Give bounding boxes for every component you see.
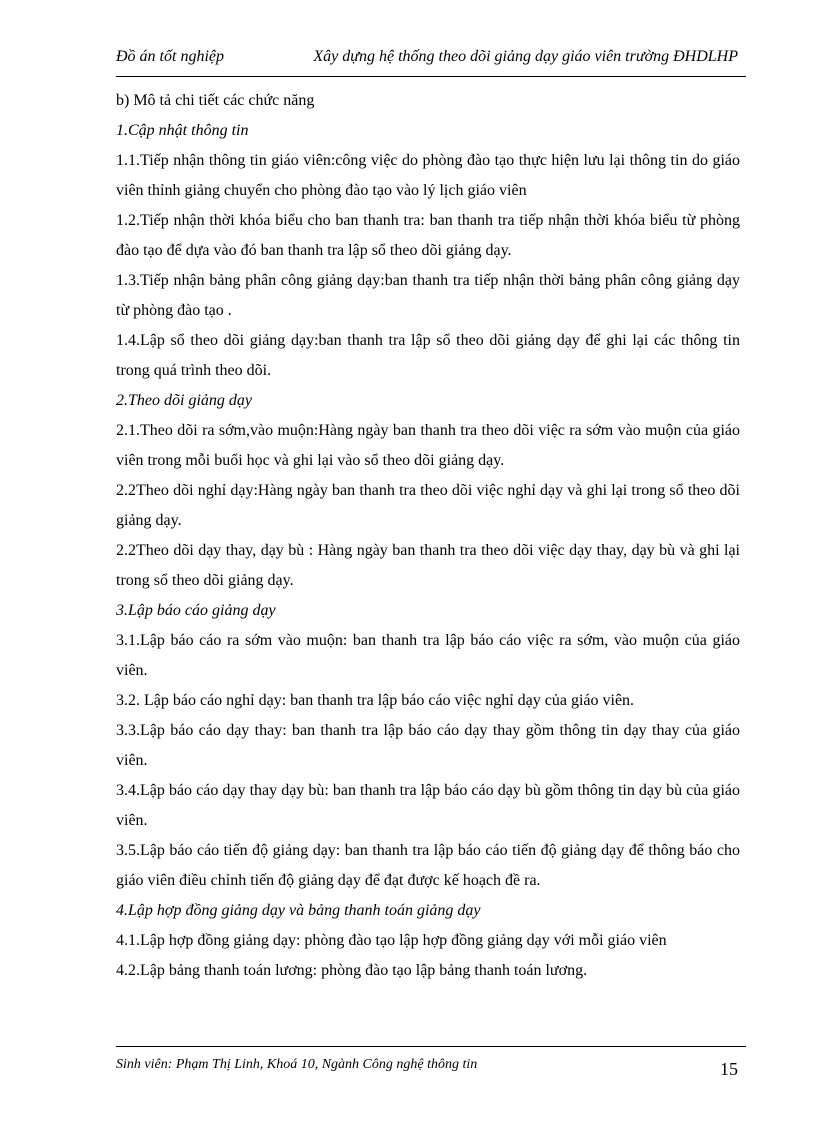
paragraph: 1.2.Tiếp nhận thời khóa biểu cho ban thanh tra: ban thanh tra tiếp nhận thời khóa biểu từ phòng đào tạo để dựa vào đó ban thanh tra lập sổ theo dõi giảng dạy. [116,212,740,259]
section-heading: 1.Cập nhật thông tin [116,122,249,139]
section-heading: 4.Lập hợp đồng giảng dạy và bảng thanh toán giảng dạy [116,902,481,919]
paragraph: 1.3.Tiếp nhận bảng phân công giảng dạy:ban thanh tra tiếp nhận thời bảng phân công giảng dạy từ phòng đào tạo . [116,272,740,319]
paragraph: 3.4.Lập báo cáo dạy thay dạy bù: ban thanh tra lập báo cáo dạy bù gồm thông tin dạy bù của giáo viên. [116,782,740,829]
section-heading: 2.Theo dõi giảng dạy [116,392,252,409]
page-number: 15 [720,1059,738,1079]
paragraph: 1.4.Lập sổ theo dõi giảng dạy:ban thanh tra lập sổ theo dõi giảng dạy để ghi lại các thông tin trong quá trình theo dõi. [116,332,740,379]
section-intro: b) Mô tả chi tiết các chức năng [116,92,315,109]
paragraph: 2.2Theo dõi nghỉ dạy:Hàng ngày ban thanh tra theo dõi việc nghỉ dạy và ghi lại trong sổ theo dõi giảng dạy. [116,482,740,529]
page-content [116,86,740,986]
paragraph: 3.1.Lập báo cáo ra sớm vào muộn: ban thanh tra lập báo cáo việc ra sớm, vào muộn của giáo viên. [116,632,740,679]
paragraph: 4.1.Lập hợp đồng giảng dạy: phòng đào tạo lập hợp đồng giảng dạy với mỗi giáo viên [116,932,667,949]
paragraph: 2.1.Theo dõi ra sớm,vào muộn:Hàng ngày ban thanh tra theo dõi việc ra sớm vào muộn của giáo viên trong mỗi buổi học và ghi lại vào sổ theo dõi giảng dạy. [116,422,740,469]
paragraph: 2.2Theo dõi dạy thay, dạy bù : Hàng ngày ban thanh tra theo dõi việc dạy thay, dạy bù và ghi lại trong sổ theo dõi giảng dạy. [116,542,740,589]
header-right-title: Xây dựng hệ thống theo dõi giảng dạy giáo viên trường ĐHDLHP [313,48,738,65]
page-footer [116,1046,746,1087]
paragraph: 3.5.Lập báo cáo tiến độ giảng dạy: ban thanh tra lập báo cáo tiến độ giảng dạy để thông báo cho giáo viên điều chỉnh tiến độ giảng dạy để đạt được kế hoạch đề ra. [116,842,740,889]
section-heading: 3.Lập báo cáo giảng dạy [116,602,276,619]
header-left-title: Đồ án tốt nghiệp [116,48,224,65]
footer-author: Sinh viên: Phạm Thị Linh, Khoá 10, Ngành Công nghệ thông tin [116,1057,478,1072]
paragraph: 4.2.Lập bảng thanh toán lương: phòng đào tạo lập bảng thanh toán lương. [116,962,588,979]
paragraph: 1.1.Tiếp nhận thông tin giáo viên:công việc do phòng đào tạo thực hiện lưu lại thông tin do giáo viên thỉnh giảng chuyển cho phòng đào tạo vào lý lịch giáo viên [116,152,740,199]
paragraph: 3.2. Lập báo cáo nghỉ dạy: ban thanh tra lập báo cáo việc nghỉ dạy của giáo viên. [116,692,635,709]
page-header [116,44,746,77]
paragraph: 3.3.Lập báo cáo dạy thay: ban thanh tra lập báo cáo dạy thay gồm thông tin dạy thay của giáo viên. [116,722,740,769]
